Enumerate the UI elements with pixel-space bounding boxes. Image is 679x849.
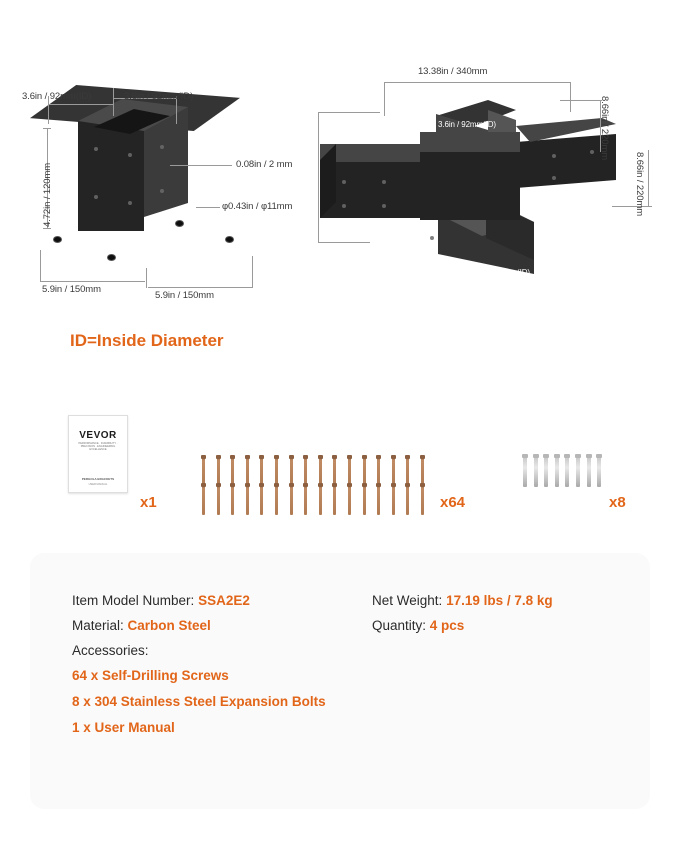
dim-overall-width: 13.38in / 340mm bbox=[418, 66, 488, 77]
screw-icon bbox=[246, 485, 249, 515]
spec-column-left bbox=[72, 593, 362, 746]
screw-hole bbox=[382, 180, 386, 184]
manual-title: PERGOLA BRACKETS bbox=[81, 477, 115, 481]
dim-leader bbox=[170, 165, 232, 166]
manual-tagline: PERFORMANCE . DURABILITY . PRECISION . ENGINEERING EXCELLENCE bbox=[78, 442, 118, 451]
screw-icon bbox=[348, 485, 351, 515]
screw-hole bbox=[342, 180, 346, 184]
screw-hole bbox=[552, 154, 556, 158]
bolt-icon bbox=[555, 457, 559, 487]
screw-icon bbox=[275, 485, 278, 515]
screw-icon bbox=[421, 485, 424, 515]
screw-hole bbox=[128, 201, 132, 205]
dim-leader bbox=[196, 207, 220, 208]
plate-anchor-hole bbox=[176, 221, 183, 226]
dim-plate-right: 5.9in / 150mm bbox=[155, 290, 214, 301]
spec-row-quantity bbox=[372, 618, 622, 633]
dim-leader bbox=[384, 82, 570, 83]
screw-icon bbox=[304, 485, 307, 515]
spec-value-material: Carbon Steel bbox=[127, 618, 211, 633]
screw-icon bbox=[392, 485, 395, 515]
plate-anchor-hole bbox=[54, 237, 61, 242]
dim-leader bbox=[40, 281, 145, 282]
screw-icon bbox=[363, 485, 366, 515]
plate-anchor-hole bbox=[226, 237, 233, 242]
manual-qty: x1 bbox=[140, 494, 157, 511]
spec-row-material bbox=[72, 618, 362, 633]
screw-hole bbox=[160, 145, 164, 149]
spec-label-model: Item Model Number: bbox=[72, 593, 195, 608]
dim-leader bbox=[40, 250, 41, 282]
bolt-icon bbox=[544, 457, 548, 487]
manual-subtitle: USER MANUAL bbox=[88, 483, 108, 486]
screw-hole bbox=[382, 204, 386, 208]
accessory-item: 8 x 304 Stainless Steel Expansion Bolts bbox=[72, 694, 326, 709]
spec-column-right bbox=[372, 593, 622, 643]
plate-anchor-hole bbox=[108, 255, 115, 260]
user-manual-thumbnail bbox=[68, 415, 128, 493]
accessory-item: 64 x Self-Drilling Screws bbox=[72, 668, 229, 683]
dim-leader bbox=[318, 242, 370, 243]
center-block-front bbox=[420, 146, 520, 220]
bolt-icon bbox=[587, 457, 591, 487]
center-block-top bbox=[420, 132, 520, 152]
dim-leader bbox=[318, 112, 380, 113]
accessories-row bbox=[0, 405, 679, 530]
dim-overall-height: 8.66in / 220mm bbox=[634, 152, 645, 217]
bolt-icon bbox=[597, 457, 601, 487]
screw-icon bbox=[333, 485, 336, 515]
dim-arm-top: 3.6in / 92mm(ID) bbox=[438, 120, 496, 129]
dim-thickness: 0.08in / 2 mm bbox=[236, 159, 293, 170]
dim-leader bbox=[113, 88, 114, 116]
post-sleeve-front-face bbox=[78, 121, 144, 231]
bolt-icon bbox=[534, 457, 538, 487]
bolts-qty: x8 bbox=[609, 494, 626, 511]
screw-icon bbox=[319, 485, 322, 515]
post-base-bracket-illustration bbox=[30, 85, 293, 300]
bolt-icon bbox=[576, 457, 580, 487]
inside-diameter-note: ID=Inside Diameter bbox=[70, 331, 224, 350]
spec-value-model: SSA2E2 bbox=[198, 593, 250, 608]
dim-leader bbox=[252, 256, 253, 288]
specification-card bbox=[30, 553, 650, 809]
screw-hole bbox=[94, 147, 98, 151]
screw-hole bbox=[128, 153, 132, 157]
accessories-list bbox=[72, 668, 362, 735]
screw-icon bbox=[377, 485, 380, 515]
screw-hole bbox=[430, 236, 434, 240]
screw-hole bbox=[160, 189, 164, 193]
dim-leader bbox=[384, 82, 385, 116]
screw-icon bbox=[217, 485, 220, 515]
spec-label-quantity: Quantity: bbox=[372, 618, 427, 633]
screw-hole bbox=[590, 150, 594, 154]
dim-leader bbox=[146, 268, 147, 288]
four-way-bracket-illustration bbox=[320, 88, 620, 298]
screws-qty: x64 bbox=[440, 494, 466, 511]
dim-arm-bottom: 3.6in / 92mm(ID) bbox=[472, 268, 530, 277]
dim-top-left-width: 3.6in / 92mm(ID) bbox=[22, 91, 92, 102]
dim-leader bbox=[570, 82, 571, 112]
vevor-logo: VEVOR bbox=[79, 430, 117, 441]
dim-leader bbox=[48, 104, 113, 105]
spec-value-quantity: 4 pcs bbox=[429, 618, 465, 633]
dim-leader bbox=[560, 100, 602, 101]
screw-hole bbox=[94, 195, 98, 199]
spec-row-model bbox=[72, 593, 362, 608]
screw-icon bbox=[290, 485, 293, 515]
spec-value-net-weight: 17.19 lbs / 7.8 kg bbox=[446, 593, 553, 608]
dim-leader bbox=[43, 128, 51, 129]
dim-leader bbox=[648, 150, 649, 206]
screw-icon bbox=[260, 485, 263, 515]
spec-label-accessories: Accessories: bbox=[72, 643, 149, 658]
spec-row-net-weight bbox=[372, 593, 622, 608]
screw-icon bbox=[231, 485, 234, 515]
accessory-item: 1 x User Manual bbox=[72, 720, 175, 735]
screw-hole bbox=[342, 204, 346, 208]
screw-icon bbox=[406, 485, 409, 515]
dim-leader bbox=[612, 206, 652, 207]
bolt-icon bbox=[523, 457, 527, 487]
dim-leader bbox=[148, 287, 253, 288]
spec-label-net-weight: Net Weight: bbox=[372, 593, 443, 608]
dim-leader bbox=[43, 228, 51, 229]
dim-height: 4.72in / 120mm bbox=[42, 162, 53, 227]
dim-leader bbox=[318, 112, 319, 242]
dim-top-right-width: 3.6in / 92mm(ID) bbox=[124, 91, 194, 102]
screw-icon bbox=[202, 485, 205, 515]
dim-plate-left: 5.9in / 150mm bbox=[42, 284, 101, 295]
spec-label-material: Material: bbox=[72, 618, 124, 633]
dim-hole-diameter: φ0.43in / φ11mm bbox=[222, 201, 293, 212]
bolt-icon bbox=[565, 457, 569, 487]
screw-hole bbox=[552, 176, 556, 180]
dim-overall-depth: 8.66in / 220mm bbox=[599, 96, 610, 161]
